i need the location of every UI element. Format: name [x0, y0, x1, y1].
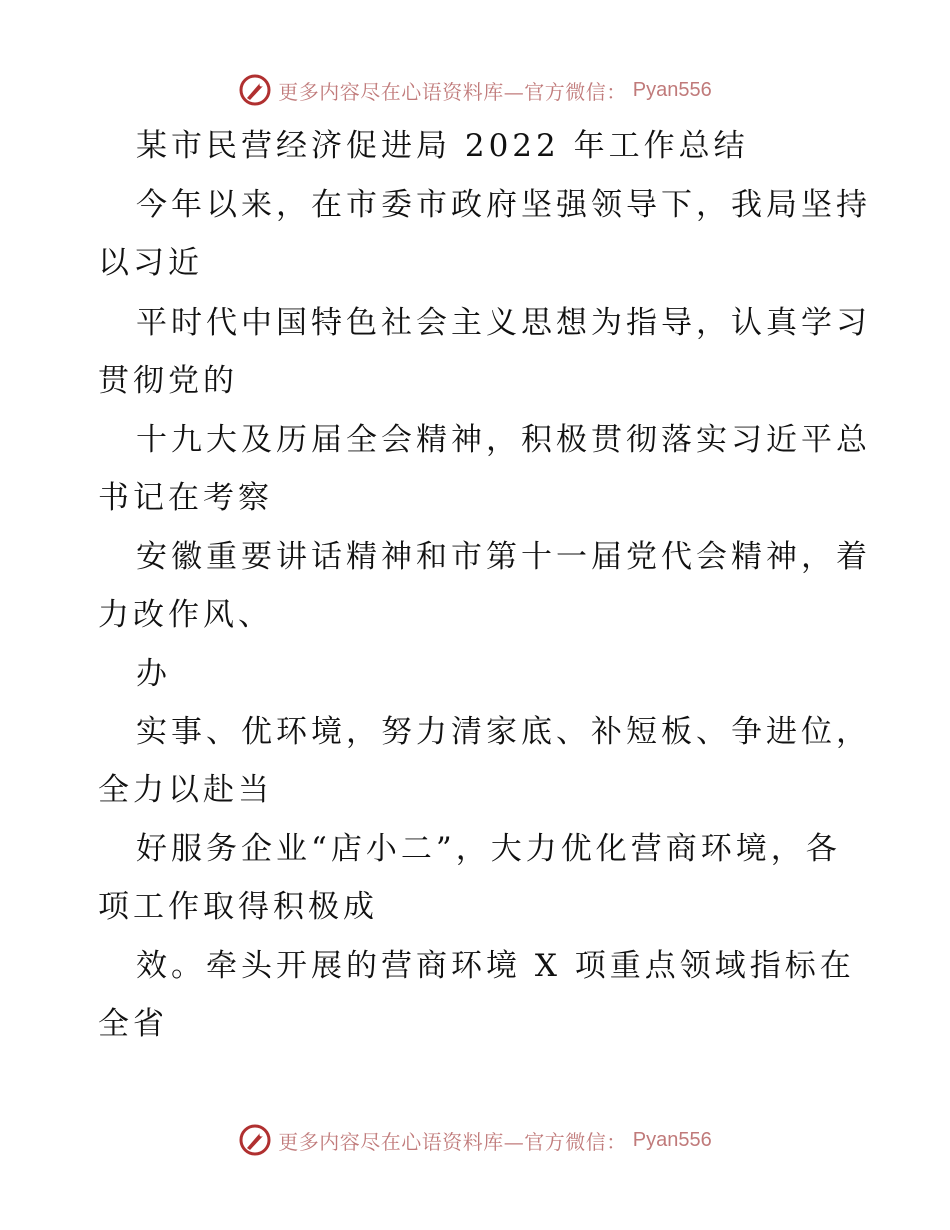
paragraph-line: 安徽重要讲话精神和市第十一届党代会精神，着 — [136, 539, 871, 575]
paragraph-line: 平时代中国特色社会主义思想为指导，认真学习 — [136, 305, 871, 341]
pen-nib-logo-icon — [238, 73, 272, 107]
paragraph-line: 书记在考察 — [98, 480, 273, 516]
watermark-text: 更多内容尽在心语资料库—官方微信： — [278, 1129, 627, 1154]
paragraph-line: 全力以赴当 — [98, 772, 273, 808]
pen-nib-logo-icon — [238, 1123, 272, 1157]
paragraph-line: 贯彻党的 — [98, 363, 238, 399]
paragraph-line: 项工作取得积极成 — [98, 889, 378, 925]
header-watermark — [0, 70, 950, 110]
paragraph-line: 今年以来，在市委市政府坚强领导下，我局坚持 — [136, 187, 871, 223]
paragraph-line: 十九大及历届全会精神，积极贯彻落实习近平总 — [136, 422, 871, 458]
paragraph-line: 效。牵头开展的营商环境 X 项重点领域指标在 — [136, 948, 855, 984]
footer-watermark — [0, 1120, 950, 1160]
paragraph-line: 全省 — [98, 1006, 168, 1042]
paragraph-line: 办 — [136, 656, 171, 692]
paragraph-line: 力改作风、 — [98, 597, 273, 633]
watermark-wechat-id: Pyan556 — [632, 1128, 712, 1151]
paragraph-line: 以习近 — [98, 245, 203, 281]
watermark-text: 更多内容尽在心语资料库—官方微信： — [278, 79, 627, 104]
paragraph-line: 实事、优环境，努力清家底、补短板、争进位， — [136, 714, 871, 750]
watermark-wechat-id: Pyan556 — [632, 78, 712, 101]
paragraph-line: 好服务企业“店小二”，大力优化营商环境，各 — [136, 831, 841, 867]
document-title: 某市民营经济促进局 2022 年工作总结 — [136, 128, 749, 164]
